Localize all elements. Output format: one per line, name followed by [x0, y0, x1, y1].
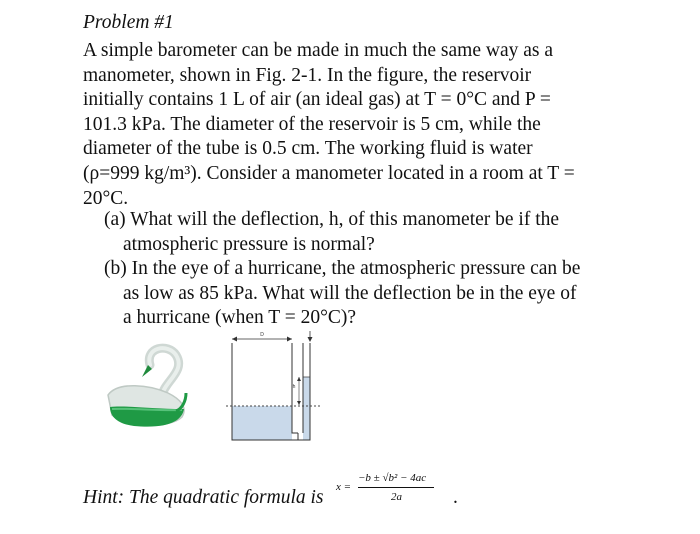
- diameter-label: D: [260, 332, 264, 338]
- part-b-line: (b) In the eye of a hurricane, the atmospheric pressure can be: [104, 258, 581, 279]
- quadratic-formula: [336, 472, 466, 512]
- paragraph-line: 101.3 kPa. The diameter of the reservoir is 5 cm, while the: [83, 113, 541, 135]
- deflection-label: h: [292, 384, 296, 390]
- manometer-diagram: [226, 331, 322, 440]
- paragraph-line: manometer, shown in Fig. 2-1. In the figure, the reservoir: [83, 64, 532, 86]
- part-a-line: (a) What will the deflection, h, of this manometer be if the: [104, 209, 560, 230]
- formula-lhs: x =: [336, 481, 352, 493]
- figure: [0, 325, 700, 445]
- trailing-period: .: [453, 487, 458, 508]
- paragraph-line: diameter of the tube is 0.5 cm. The working fluid is water: [83, 138, 533, 160]
- problem-title: Problem #1: [83, 12, 174, 33]
- swan-glass-illustration: [108, 348, 186, 426]
- question-part-b: [104, 257, 624, 331]
- part-a-line: atmospheric pressure is normal?: [123, 233, 375, 255]
- hint-text: Hint: The quadratic formula is: [83, 487, 324, 508]
- part-b-line: as low as 85 kPa. What will the deflection be in the eye of: [123, 282, 577, 304]
- problem-paragraph: [83, 39, 623, 211]
- formula-numerator: −b ± √b² − 4ac: [358, 472, 427, 484]
- fraction-bar: [358, 487, 434, 488]
- paragraph-line: 20°C.: [83, 187, 129, 209]
- question-part-a: [104, 208, 624, 257]
- paragraph-line: initially contains 1 L of air (an ideal gas) at T = 0°C and P =: [83, 89, 551, 111]
- part-b-line: a hurricane (when T = 20°C)?: [123, 307, 357, 329]
- formula-denominator: 2a: [391, 491, 402, 503]
- paragraph-line: A simple barometer can be made in much the same way as a: [83, 40, 553, 61]
- paragraph-line: (ρ=999 kg/m³). Consider a manometer located in a room at T =: [83, 162, 575, 184]
